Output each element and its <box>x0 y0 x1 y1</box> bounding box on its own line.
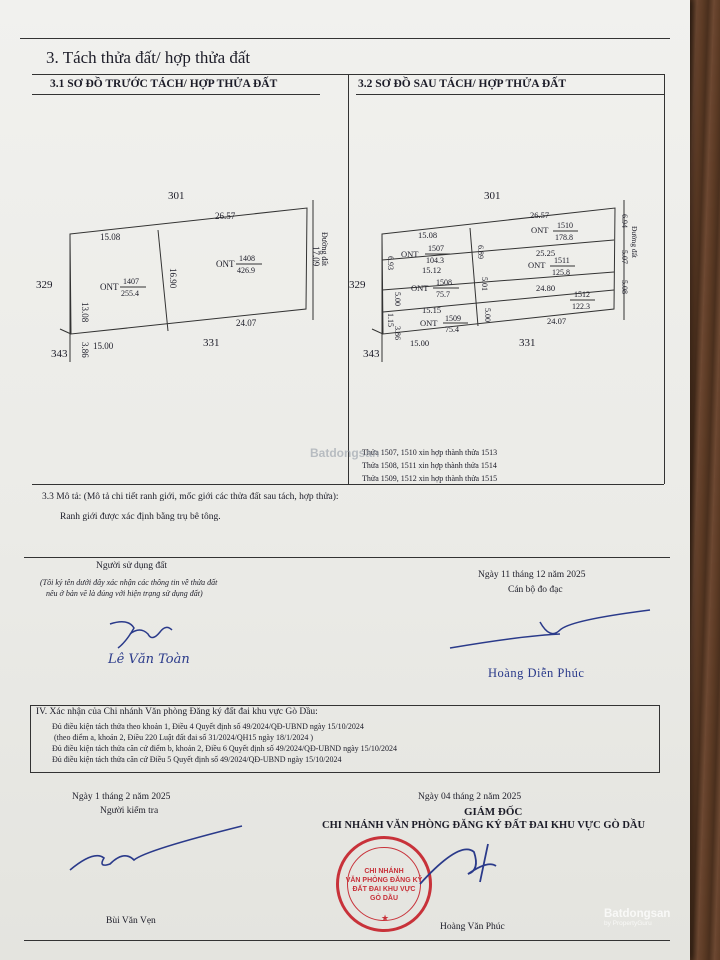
after-dim-mid1-left: 15.12 <box>422 265 442 275</box>
after-south-label: 331 <box>519 337 536 349</box>
after-parcel-1509-number: 1509 <box>445 314 461 323</box>
section4-line-4: Đủ điều kiện tách thửa căn cứ Điều 5 Quyết định số 49/2024/QĐ-UBND ngày 15/10/2024 <box>52 755 342 764</box>
merge-note-3: Thửa 1509, 1512 xin hợp thành thửa 1515 <box>362 474 498 483</box>
section4-line-1: Đủ điều kiện tách thửa theo khoản 1, Điều 4 Quyết định số 49/2024/QĐ-UBND ngày 15/10/2024 <box>52 722 364 731</box>
stamp-star-icon: ★ <box>381 913 390 923</box>
before-dim-left-small: 3.86 <box>80 342 90 358</box>
before-parcel-1-area: 255.4 <box>121 289 139 298</box>
after-parcel-1512-area: 122.3 <box>572 302 590 311</box>
before-dim-top-left: 15.08 <box>100 232 121 242</box>
office-name: CHI NHÁNH VĂN PHÒNG ĐĂNG KÝ ĐẤT ĐAI KHU VỰC GÒ DẦU <box>322 820 646 831</box>
after-dim-right-c: 5.08 <box>620 280 629 294</box>
after-dim-left-c: 1.15 <box>386 313 395 327</box>
director-name: Hoàng Văn Phúc <box>440 922 505 932</box>
surveyor-title: Cán bộ đo đạc <box>508 585 563 595</box>
checker-title: Người kiểm tra <box>100 806 159 816</box>
watermark-corner <box>604 908 670 927</box>
after-dim-mid2-right: 24.80 <box>536 283 556 293</box>
after-parcel-1509-type: ONT <box>420 318 438 328</box>
section4-line-3: Đủ điều kiện tách thửa căn cứ điểm b, khoản 2, Điều 6 Quyết định số 49/2024/QĐ-UBND ngày 15/10/2024 <box>52 744 398 753</box>
watermark-corner-brand: Batdongsan <box>604 908 671 920</box>
before-west-label: 329 <box>36 279 53 291</box>
after-parcel-1508-number: 1508 <box>436 278 452 287</box>
land-user-signature-name: Lê Văn Toàn <box>108 652 190 667</box>
before-parcel-1-type: ONT <box>100 282 119 292</box>
before-parcel-1-number: 1407 <box>123 277 139 286</box>
before-diagram-header: 3.1 SƠ ĐỒ TRƯỚC TÁCH/ HỢP THỬA ĐẤT <box>50 78 278 90</box>
after-dim-bottom-left: 15.00 <box>410 338 430 348</box>
after-parcel-1509-area: 75.4 <box>445 325 459 334</box>
before-dim-bottom-right: 24.07 <box>236 318 257 328</box>
description-label: 3.3 Mô tả: (Mô tả chi tiết ranh giới, mốc giới các thửa đất sau tách, hợp thửa): <box>42 492 339 502</box>
merge-note-2: Thửa 1508, 1511 xin hợp thành thửa 1514 <box>362 461 497 470</box>
after-parcel-1511-area: 125.8 <box>552 268 570 277</box>
checker-signature-mark <box>64 820 254 880</box>
before-dim-bottom-left: 15.00 <box>93 341 114 351</box>
after-dim-left-d: 3.86 <box>393 326 402 340</box>
after-dim-div-a: 6.89 <box>476 245 485 259</box>
before-dim-left-side: 13.08 <box>80 302 90 323</box>
bottom-rule <box>24 940 670 941</box>
director-title: GIÁM ĐỐC <box>464 806 523 818</box>
surveyor-signature-mark <box>440 600 660 660</box>
watermark-center: Batdongsan <box>310 446 380 460</box>
checker-name: Bùi Văn Vẹn <box>106 916 156 926</box>
surveyor-date: Ngày 11 tháng 12 năm 2025 <box>478 570 586 580</box>
after-parcel-1508-type: ONT <box>411 283 429 293</box>
stamp-line-4: GÒ DẦU <box>370 895 398 902</box>
after-dim-mid1-right: 25.25 <box>536 248 556 258</box>
before-parcel-2-number: 1408 <box>239 254 255 263</box>
before-south-label: 331 <box>203 337 220 349</box>
stamp-line-1: CHI NHÁNH <box>364 868 404 875</box>
after-dim-right-b: 5.07 <box>620 250 629 264</box>
after-parcel-1511-number: 1511 <box>554 256 570 265</box>
land-user-note-1: (Tôi ký tên dưới đây xác nhận các thông tin về thửa đất <box>40 578 218 587</box>
after-road-label: Đường đất <box>630 226 639 258</box>
after-parcel-1507-area: 104.3 <box>426 256 444 265</box>
signature-rule <box>24 557 670 558</box>
before-parcel-2-type: ONT <box>216 259 235 269</box>
stamp-line-3: ĐẤT ĐAI KHU VỰC <box>352 886 416 893</box>
after-dim-div-c: 5.00 <box>483 308 492 322</box>
before-north-label: 301 <box>168 190 185 202</box>
before-corner-label: 343 <box>51 348 68 360</box>
before-dim-right-side: 17.09 <box>311 246 321 267</box>
after-north-label: 301 <box>484 190 501 202</box>
after-parcel-1510-area: 178.8 <box>555 233 573 242</box>
after-parcel-1507-type: ONT <box>401 249 419 259</box>
merge-note-1: Thửa 1507, 1510 xin hợp thành thửa 1513 <box>362 448 498 457</box>
surveyor-name: Hoàng Diễn Phúc <box>488 666 585 680</box>
after-dim-top-left: 15.08 <box>418 230 438 240</box>
checker-date: Ngày 1 tháng 2 năm 2025 <box>72 792 171 802</box>
after-parcel-1508-area: 75.7 <box>436 290 450 299</box>
after-dim-left-b: 5.00 <box>393 292 402 306</box>
description-text: Ranh giới được xác định bằng trụ bê tông. <box>60 512 221 522</box>
section3-title: 3. Tách thửa đất/ hợp thửa đất <box>46 48 251 67</box>
after-parcel-1510-type: ONT <box>531 225 549 235</box>
after-west-label: 329 <box>349 279 366 291</box>
director-signature-mark <box>400 830 570 900</box>
after-corner-label: 343 <box>363 348 380 360</box>
stamp-line-2: VĂN PHÒNG ĐĂNG KÝ <box>345 877 423 884</box>
after-dim-top-right: 26.57 <box>530 210 550 220</box>
watermark-corner-sub: by PropertyGuru <box>604 920 652 927</box>
land-user-note-2: nêu ở bản vẽ là đúng với hiện trạng sử dụng đất) <box>46 589 203 598</box>
after-parcel-1507-number: 1507 <box>428 244 444 253</box>
before-road-label: Đường đất <box>320 232 329 267</box>
before-parcel-2-area: 426.9 <box>237 266 255 275</box>
after-dim-left-a: 6.93 <box>386 256 395 270</box>
after-dim-right-a: 6.94 <box>620 214 629 228</box>
director-date: Ngày 04 tháng 2 năm 2025 <box>418 792 522 802</box>
after-dim-bottom-right: 24.07 <box>547 316 567 326</box>
after-dim-mid2-left: 15.15 <box>422 305 442 315</box>
section4-line-2: (theo điểm a, khoản 2, Điều 220 Luật đất đai số 31/2024/QH15 ngày 18/1/2024 ) <box>54 733 314 742</box>
section4-title: IV. Xác nhận của Chi nhánh Văn phòng Đăng ký đất đai khu vực Gò Dầu: <box>36 707 318 717</box>
before-dim-top-right: 26.57 <box>215 211 236 221</box>
after-dim-div-b: 5.01 <box>480 277 489 291</box>
after-parcel-1512-number: 1512 <box>574 290 590 299</box>
before-dim-divider: 16.90 <box>168 268 178 289</box>
land-user-title: Người sử dụng đất <box>96 561 167 571</box>
after-parcel-1511-type: ONT <box>528 260 546 270</box>
after-diagram-header: 3.2 SƠ ĐỒ SAU TÁCH/ HỢP THỬA ĐẤT <box>358 78 567 90</box>
after-parcel-1510-number: 1510 <box>557 221 573 230</box>
